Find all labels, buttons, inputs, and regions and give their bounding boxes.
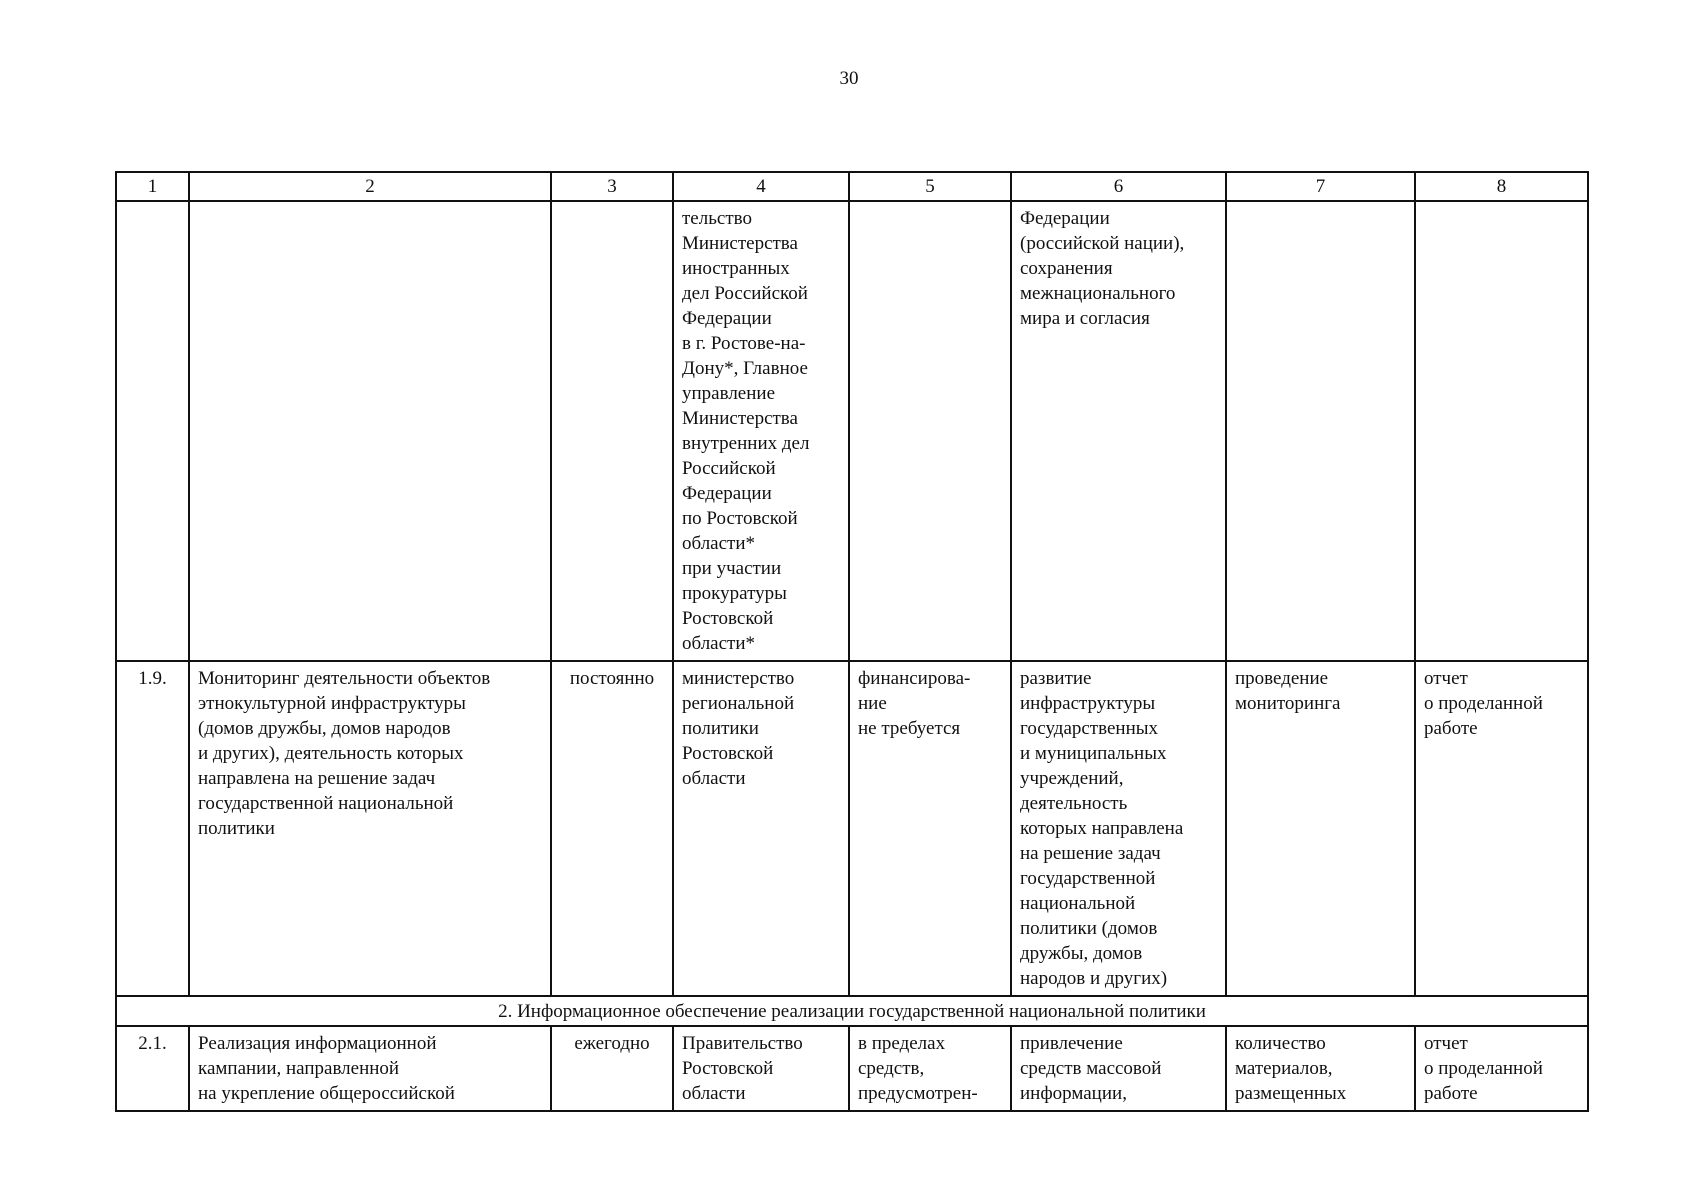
action-plan-table xyxy=(115,171,1589,1112)
table-cell xyxy=(189,201,551,661)
header-cell: 6 xyxy=(1011,172,1226,201)
indicator-cell: проведение мониторинга xyxy=(1226,661,1415,996)
section-heading-row xyxy=(116,996,1588,1026)
column-number-header-row xyxy=(116,172,1588,201)
header-cell: 4 xyxy=(673,172,849,201)
financing-cell: в пределах средств, предусмотрен- xyxy=(849,1026,1011,1111)
section-heading: 2. Информационное обеспечение реализации государственной национальной политики xyxy=(116,996,1588,1026)
financing-cell: финансирова- ние не требуется xyxy=(849,661,1011,996)
header-cell: 2 xyxy=(189,172,551,201)
activity-cell: Мониторинг деятельности объектов этнокультурной инфраструктуры (домов дружбы, домов народов и других), деятельность которых направлена на решение задач государственной национальной политики xyxy=(189,661,551,996)
continued-row xyxy=(116,201,1588,661)
table-cell xyxy=(849,201,1011,661)
item-number-cell: 1.9. xyxy=(116,661,189,996)
header-cell: 7 xyxy=(1226,172,1415,201)
page-number: 30 xyxy=(839,68,859,89)
table-row-2-1 xyxy=(116,1026,1588,1111)
header-cell: 3 xyxy=(551,172,673,201)
result-cell: Федерации (российской нации), сохранения межнационального мира и согласия xyxy=(1011,201,1226,661)
header-cell: 8 xyxy=(1415,172,1588,201)
term-cell: ежегодно xyxy=(551,1026,673,1111)
executor-cell: министерство региональной политики Ростовской области xyxy=(673,661,849,996)
report-cell: отчет о проделанной работе xyxy=(1415,1026,1588,1111)
header-cell: 1 xyxy=(116,172,189,201)
result-cell: привлечение средств массовой информации, xyxy=(1011,1026,1226,1111)
executor-cell: Правительство Ростовской области xyxy=(673,1026,849,1111)
table-cell xyxy=(1415,201,1588,661)
indicator-cell: количество материалов, размещенных xyxy=(1226,1026,1415,1111)
table-cell xyxy=(116,201,189,661)
table-cell xyxy=(1226,201,1415,661)
activity-cell: Реализация информационной кампании, направленной на укрепление общероссийской xyxy=(189,1026,551,1111)
report-cell: отчет о проделанной работе xyxy=(1415,661,1588,996)
item-number-cell: 2.1. xyxy=(116,1026,189,1111)
header-cell: 5 xyxy=(849,172,1011,201)
table-cell xyxy=(551,201,673,661)
table-row-1-9 xyxy=(116,661,1588,996)
result-cell: развитие инфраструктуры государственных и муниципальных учреждений, деятельность которых направлена на решение задач государственной национальной политики (домов дружбы, домов народов и других) xyxy=(1011,661,1226,996)
term-cell: постоянно xyxy=(551,661,673,996)
executor-cell: тельство Министерства иностранных дел Российской Федерации в г. Ростове-на- Дону*, Главное управление Министерства внутренних дел Российской Федерации по Ростовской области* при участии прокуратуры Ростовской области* xyxy=(673,201,849,661)
